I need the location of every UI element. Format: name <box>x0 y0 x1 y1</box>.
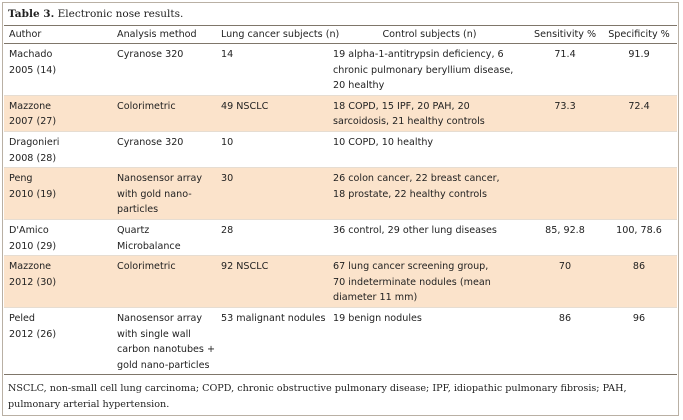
cell-sensitivity <box>529 131 599 167</box>
caption-text: Electronic nose results. <box>57 8 184 20</box>
cell-specificity: 96 <box>599 307 677 374</box>
cell-control-subjects <box>328 168 529 220</box>
cell-lung-cancer-subjects <box>216 168 328 220</box>
cell-sensitivity: 70 <box>529 256 599 308</box>
cell-control-subjects <box>328 219 529 255</box>
cell-control-subjects-line: 19 benign nodules <box>333 312 422 324</box>
caption-label: Table 3. <box>8 8 55 20</box>
cell-control-subjects-line: 18 COPD, 15 IPF, 20 PAH, 20 <box>333 100 470 112</box>
cell-author <box>4 95 104 131</box>
cell-control-subjects-line: 19 alpha-1-antitrypsin deficiency, 6 <box>333 49 504 60</box>
cell-analysis-method-line: Microbalance <box>117 240 181 252</box>
cell-analysis-method-line: Nanosensor array <box>117 173 203 185</box>
cell-control-subjects <box>328 95 529 131</box>
cell-specificity: 91.9 <box>599 44 677 96</box>
cell-specificity: 72.4 <box>599 95 677 131</box>
cell-control-subjects <box>328 307 529 374</box>
cell-control-subjects <box>328 256 529 308</box>
cell-lung-cancer-subjects <box>216 219 328 255</box>
cell-specificity <box>599 131 677 167</box>
header-control-subjects: Control subjects (n) <box>328 26 529 44</box>
cell-author-line: 2010 (19) <box>9 188 57 200</box>
cell-author-line: Peled <box>9 312 36 324</box>
cell-lung-cancer-subjects <box>216 131 328 167</box>
cell-control-subjects-line: 26 colon cancer, 22 breast cancer, <box>333 173 500 185</box>
table-caption <box>8 8 183 21</box>
cell-author <box>4 307 104 374</box>
table-row <box>4 219 677 255</box>
cell-control-subjects <box>328 131 529 167</box>
cell-author-line: 2012 (26) <box>9 328 57 340</box>
cell-control-subjects-line: 70 indeterminate nodules (mean <box>333 276 491 288</box>
table-row <box>4 256 677 308</box>
cell-analysis-method-line: with gold nano- <box>117 188 192 200</box>
cell-author-line: 2008 (28) <box>9 152 57 164</box>
cell-author-line: Dragonieri <box>9 136 60 148</box>
cell-lung-cancer-subjects <box>216 307 328 374</box>
cell-author <box>4 131 104 167</box>
table-row <box>4 168 677 220</box>
table-row <box>4 131 677 167</box>
cell-control-subjects-line: chronic pulmonary beryllium disease, <box>333 64 514 76</box>
table-header <box>4 26 677 44</box>
cell-analysis-method-line: Colorimetric <box>117 100 176 112</box>
cell-control-subjects-line: 20 healthy <box>333 80 385 92</box>
cell-lung-cancer-subjects-line: 92 NSCLC <box>221 261 269 273</box>
cell-analysis-method-line: gold nano-particles <box>117 359 210 371</box>
header-analysis-method: Analysis method <box>104 26 216 44</box>
cell-author-line: D'Amico <box>9 224 49 236</box>
cell-sensitivity: 71.4 <box>529 44 599 96</box>
table-row <box>4 307 677 374</box>
cell-analysis-method-line: carbon nanotubes + <box>117 344 216 356</box>
cell-control-subjects <box>328 44 529 96</box>
cell-control-subjects-line: 36 control, 29 other lung diseases <box>333 224 497 236</box>
cell-lung-cancer-subjects <box>216 95 328 131</box>
header-specificity: Specificity % <box>599 26 677 44</box>
cell-author-line: 2007 (27) <box>9 116 57 128</box>
cell-control-subjects-line: 18 prostate, 22 healthy controls <box>333 188 487 200</box>
cell-analysis-method <box>104 95 216 131</box>
cell-analysis-method-line: Colorimetric <box>117 261 176 273</box>
cell-analysis-method-line: Cyranose 320 <box>117 49 184 60</box>
cell-author-line: Machado <box>9 49 53 60</box>
table-body <box>4 44 677 375</box>
cell-sensitivity <box>529 168 599 220</box>
cell-author-line: Mazzone <box>9 100 52 112</box>
cell-analysis-method <box>104 168 216 220</box>
cell-specificity <box>599 168 677 220</box>
cell-control-subjects-line: 10 COPD, 10 healthy <box>333 136 434 148</box>
cell-lung-cancer-subjects-line: 49 NSCLC <box>221 100 269 112</box>
cell-analysis-method-line: Nanosensor array <box>117 312 203 324</box>
cell-lung-cancer-subjects-line: 30 <box>221 173 234 185</box>
cell-lung-cancer-subjects-line: 28 <box>221 224 234 236</box>
cell-analysis-method <box>104 219 216 255</box>
cell-lung-cancer-subjects-line: 14 <box>221 49 234 60</box>
cell-sensitivity: 73.3 <box>529 95 599 131</box>
header-row <box>4 26 677 44</box>
cell-control-subjects-line: diameter 11 mm) <box>333 292 418 304</box>
cell-analysis-method <box>104 307 216 374</box>
cell-control-subjects-line: 67 lung cancer screening group, <box>333 261 489 273</box>
cell-analysis-method-line: Quartz <box>117 224 150 236</box>
table-row <box>4 95 677 131</box>
cell-author <box>4 168 104 220</box>
cell-analysis-method-line: with single wall <box>117 328 191 340</box>
header-lung-cancer-subjects: Lung cancer subjects (n) <box>216 26 328 44</box>
cell-analysis-method <box>104 131 216 167</box>
cell-analysis-method <box>104 44 216 96</box>
table-row <box>4 44 677 96</box>
cell-author-line: 2010 (29) <box>9 240 57 252</box>
cell-sensitivity: 85, 92.8 <box>529 219 599 255</box>
cell-analysis-method <box>104 256 216 308</box>
cell-author-line: Mazzone <box>9 261 52 273</box>
header-sensitivity: Sensitivity % <box>529 26 599 44</box>
cell-analysis-method-line: particles <box>117 204 159 216</box>
table-footnote: NSCLC, non-small cell lung carcinoma; COPD, chronic obstructive pulmonary disease; IPF, idiopathic pulmonary fibrosis; PAH, pulmonary arterial hypertension. <box>8 383 627 410</box>
cell-author-line: 2012 (30) <box>9 276 57 288</box>
cell-analysis-method-line: Cyranose 320 <box>117 136 184 148</box>
cell-control-subjects-line: sarcoidosis, 21 healthy controls <box>333 116 485 128</box>
cell-author-line: Peng <box>9 173 33 185</box>
header-author: Author <box>4 26 104 44</box>
cell-specificity: 86 <box>599 256 677 308</box>
results-table <box>4 25 677 375</box>
cell-author-line: 2005 (14) <box>9 64 57 76</box>
cell-lung-cancer-subjects <box>216 44 328 96</box>
cell-author <box>4 44 104 96</box>
cell-author <box>4 256 104 308</box>
cell-lung-cancer-subjects-line: 10 <box>221 136 234 148</box>
cell-lung-cancer-subjects <box>216 256 328 308</box>
cell-lung-cancer-subjects-line: 53 malignant nodules <box>221 312 326 324</box>
cell-specificity: 100, 78.6 <box>599 219 677 255</box>
cell-sensitivity: 86 <box>529 307 599 374</box>
cell-author <box>4 219 104 255</box>
